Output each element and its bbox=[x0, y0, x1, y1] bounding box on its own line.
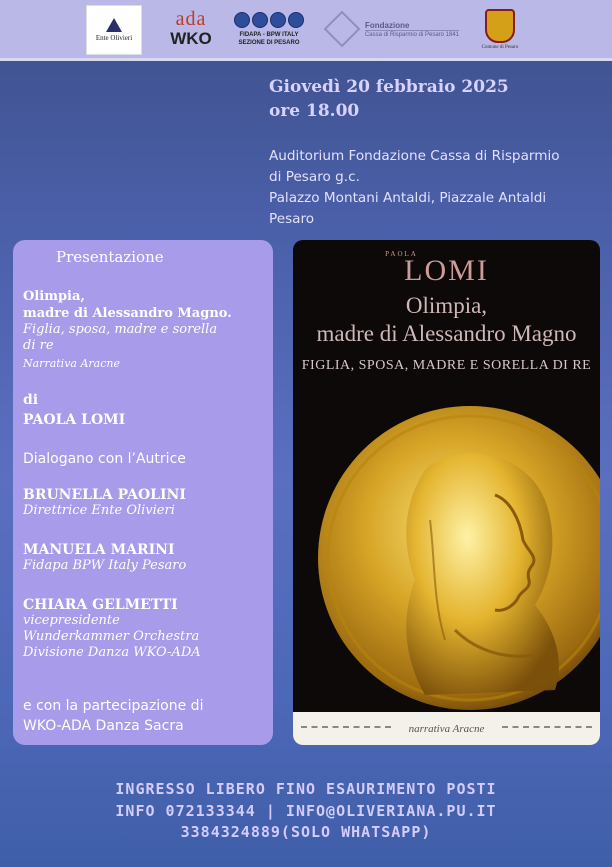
wko-logo-text: WKO bbox=[170, 29, 212, 48]
participation-line: WKO-ADA Danza Sacra bbox=[23, 718, 184, 734]
publisher: Narrativa Aracne bbox=[23, 357, 120, 370]
fidapa-logo-text bbox=[238, 31, 299, 47]
cover-footer bbox=[293, 712, 600, 745]
entry-info: INGRESSO LIBERO FINO ESAURIMENTO POSTI bbox=[115, 780, 497, 798]
contact-info: INFO 072133344 | INFO@OLIVERIANA.PU.IT bbox=[115, 802, 497, 820]
book-subtitle bbox=[23, 322, 263, 354]
venue-line: Auditorium Fondazione Cassa di Risparmio bbox=[269, 148, 560, 164]
fondazione-mark-icon bbox=[324, 11, 361, 48]
venue-line: Palazzo Montani Antaldi, Piazzale Antaldi bbox=[269, 190, 547, 206]
cover-subtitle: FIGLIA, SPOSA, MADRE E SORELLA DI RE bbox=[301, 358, 592, 373]
event-datetime bbox=[269, 75, 509, 123]
fondazione-subname: Cassa di Risparmio di Pesaro 1841 bbox=[364, 31, 460, 38]
fondazione-name: Fondazione bbox=[364, 20, 410, 30]
olivieri-emblem-icon bbox=[106, 18, 122, 32]
speaker bbox=[23, 597, 201, 661]
fondazione-logo bbox=[324, 4, 464, 54]
cover-author bbox=[293, 250, 600, 285]
ada-logo-text: ada bbox=[175, 8, 207, 30]
speaker-name: MANUELA MARINI bbox=[23, 542, 175, 558]
author-name: PAOLA LOMI bbox=[23, 412, 126, 428]
fidapa-section: SEZIONE DI PESARO bbox=[238, 39, 300, 46]
speaker-name: CHIARA GELMETTI bbox=[23, 597, 178, 613]
book-title bbox=[23, 288, 263, 322]
venue-line: Pesaro bbox=[269, 211, 315, 227]
ada-wko-logo bbox=[166, 4, 216, 54]
speaker bbox=[23, 542, 186, 574]
event-time: ore 18.00 bbox=[269, 101, 360, 121]
presentation-panel bbox=[13, 240, 273, 745]
book-subtitle-line: di re bbox=[23, 338, 54, 353]
dialogue-heading: Dialogano con l’Autrice bbox=[23, 451, 186, 467]
comune-logo bbox=[480, 4, 520, 54]
olivieri-logo bbox=[86, 5, 142, 55]
speaker-role: Divisione Danza WKO-ADA bbox=[23, 645, 201, 660]
participation bbox=[23, 696, 203, 736]
cover-author-first: PAOLA bbox=[385, 250, 418, 258]
fidapa-globes-icon bbox=[234, 12, 304, 28]
panel-heading: Presentazione bbox=[56, 248, 164, 266]
participation-line: e con la partecipazione di bbox=[23, 698, 204, 714]
by-label: di bbox=[23, 392, 39, 408]
speaker-name: BRUNELLA PAOLINI bbox=[23, 487, 186, 503]
book-cover bbox=[293, 240, 600, 745]
olivieri-logo-text: Ente Olivieri bbox=[95, 34, 133, 42]
speaker-role: vicepresidente bbox=[23, 613, 120, 628]
fidapa-logo bbox=[232, 4, 306, 54]
event-date: Giovedì 20 febbraio 2025 bbox=[269, 77, 509, 97]
cover-title bbox=[293, 292, 600, 348]
speaker-role: Fidapa BPW Italy Pesaro bbox=[23, 558, 187, 573]
book-title-line: madre di Alessandro Magno. bbox=[23, 306, 232, 321]
book-subtitle-line: Figlia, sposa, madre e sorella bbox=[23, 322, 218, 337]
coat-of-arms-icon bbox=[485, 9, 515, 43]
gold-coin-portrait-icon bbox=[305, 400, 600, 715]
whatsapp-info: 3384324889(SOLO WHATSAPP) bbox=[180, 823, 432, 841]
cover-title-line: Olimpia, bbox=[405, 293, 488, 318]
fidapa-name: FIDAPA - BPW ITALY bbox=[239, 31, 299, 38]
speaker bbox=[23, 487, 186, 519]
speaker-role: Wunderkammer Orchestra bbox=[23, 629, 200, 644]
book-title-line: Olimpia, bbox=[23, 289, 85, 304]
speaker-role: Direttrice Ente Olivieri bbox=[23, 503, 175, 518]
event-venue bbox=[269, 146, 609, 230]
comune-logo-text: Comune di Pesaro bbox=[481, 44, 519, 50]
cover-title-line: madre di Alessandro Magno bbox=[316, 321, 577, 346]
cover-publisher: narrativa Aracne bbox=[408, 722, 485, 735]
venue-line: di Pesaro g.c. bbox=[269, 169, 360, 185]
logo-bar bbox=[0, 0, 612, 61]
cover-author-last: LOMI bbox=[404, 254, 489, 287]
